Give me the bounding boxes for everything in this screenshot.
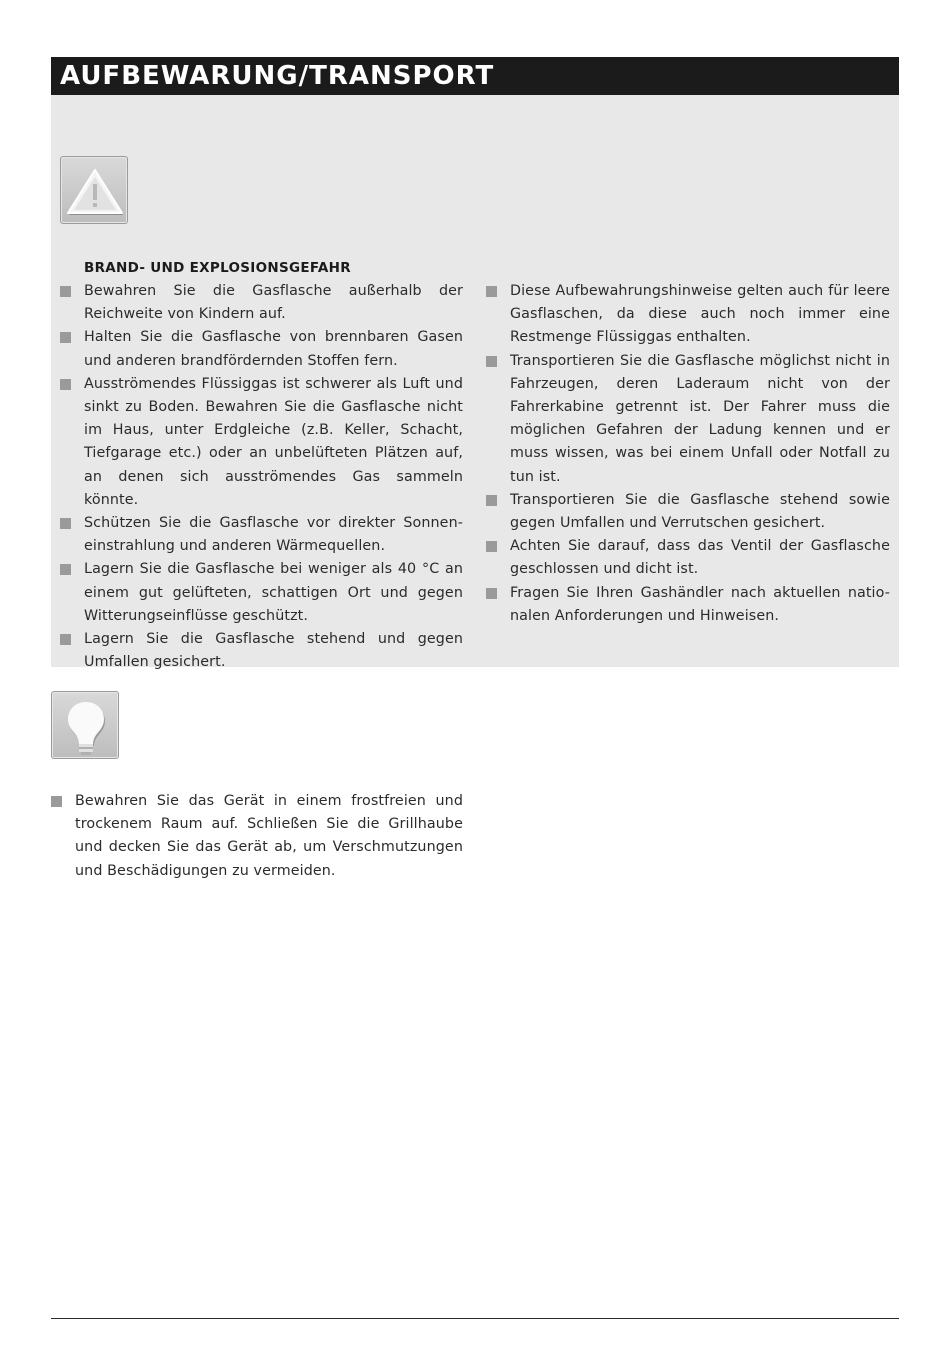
list-item: Bewahren Sie die Gasflasche außerhalb der Reichweite von Kindern auf. xyxy=(60,280,463,326)
list-item: Lagern Sie die Gasflasche stehend und gegen Umfallen gesichert. xyxy=(60,628,463,674)
list-item: Schützen Sie die Gasflasche vor direkter Sonnen-einstrahlung und anderen Wärmequellen. xyxy=(60,512,463,558)
list-item: Transportieren Sie die Gasflasche möglichst nicht in Fahrzeugen, deren Laderaum nicht von der Fahrerkabine getrennt ist. Der Fahrer muss die möglichen Gefahren der Ladung kennen und er muss wissen, was bei einem Unfall oder Notfall zu tun ist. xyxy=(486,350,890,489)
warning-heading: BRAND- UND EXPLOSIONSGEFAHR xyxy=(84,260,351,276)
tip-icon-tile xyxy=(51,691,119,759)
list-item: Achten Sie darauf, dass das Ventil der Gasflasche geschlossen und dicht ist. xyxy=(486,535,890,581)
warning-left-column xyxy=(60,257,463,674)
note-section xyxy=(51,790,463,883)
light-bulb-icon xyxy=(52,692,120,760)
section-title-bar xyxy=(51,57,899,95)
bottom-divider xyxy=(51,1318,899,1319)
list-item: Fragen Sie Ihren Gashändler nach aktuellen natio-nalen Anforderungen und Hinweisen. xyxy=(486,582,890,628)
note-list xyxy=(51,790,463,883)
warning-box xyxy=(51,95,899,671)
warning-right-list xyxy=(486,280,890,628)
warning-triangle-icon xyxy=(61,157,129,225)
list-item: Halten Sie die Gasflasche von brennbaren Gasen und anderen brandfördernden Stoffen fern. xyxy=(60,326,463,372)
list-item: Lagern Sie die Gasflasche bei weniger als 40 °C an einem gut gelüfteten, schattigen Ort und gegen Witterungseinflüsse geschützt. xyxy=(60,558,463,628)
warning-left-list xyxy=(60,280,463,674)
list-item: Ausströmendes Flüssiggas ist schwerer als Luft und sinkt zu Boden. Bewahren Sie die Gasflasche nicht im Haus, unter Erdgleiche (z.B. Keller, Schacht, Tiefgarage etc.) oder an unbelüfteten Plätzen auf, an denen sich ausströmendes Gas sammeln könnte. xyxy=(60,373,463,512)
page-title: AUFBEWARUNG/TRANSPORT xyxy=(60,61,495,91)
list-item: Diese Aufbewahrungshinweise gelten auch für leere Gasflaschen, da diese auch noch immer eine Restmenge Flüssiggas enthalten. xyxy=(486,280,890,350)
warning-right-column xyxy=(486,280,890,628)
list-item: Bewahren Sie das Gerät in einem frostfreien und trockenem Raum auf. Schließen Sie die Grillhaube und decken Sie das Gerät ab, um Verschmutzungen und Beschädigungen zu vermeiden. xyxy=(51,790,463,883)
warning-icon-tile xyxy=(60,156,128,224)
list-item: Transportieren Sie die Gasflasche stehend sowie gegen Umfallen und Verrutschen gesichert. xyxy=(486,489,890,535)
